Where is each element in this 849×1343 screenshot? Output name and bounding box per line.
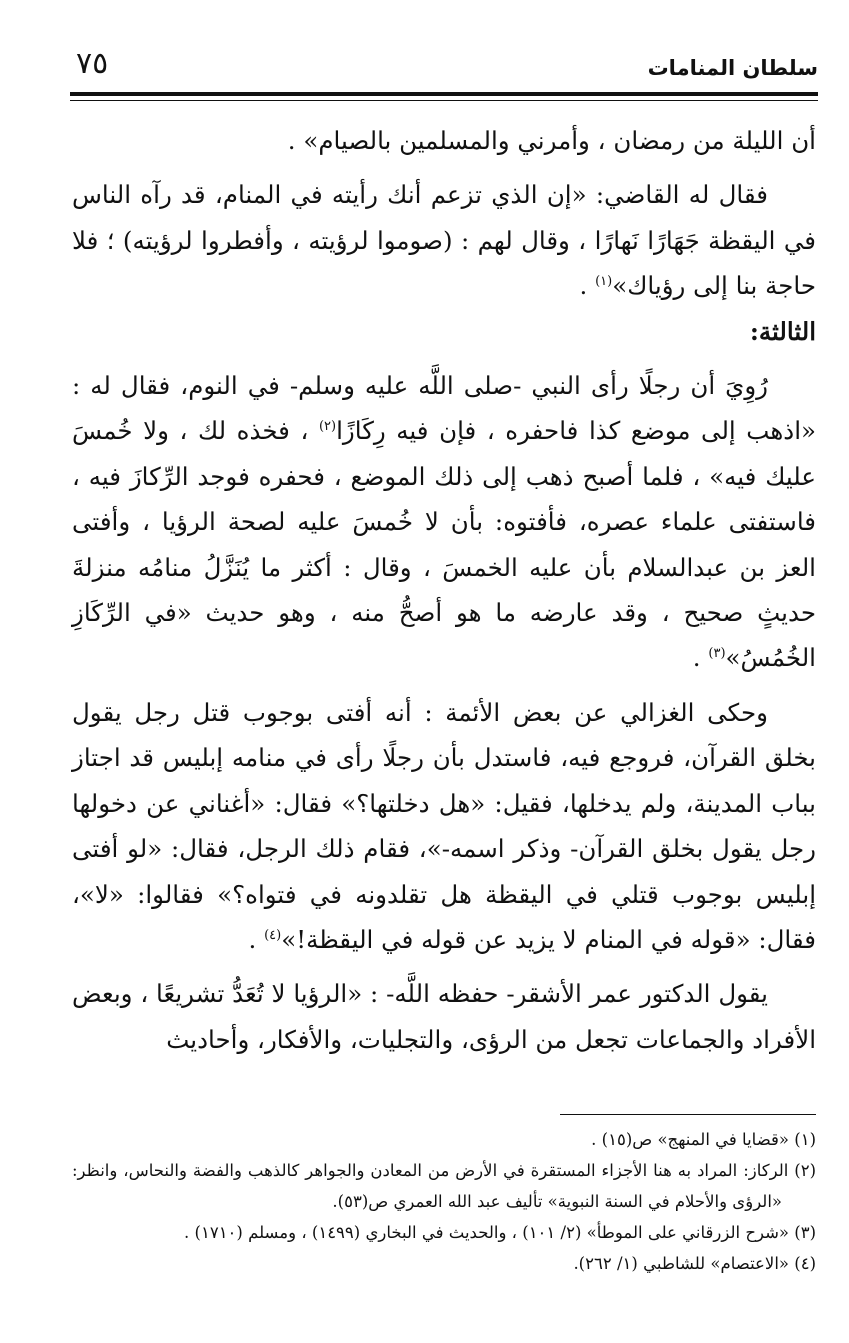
footnote-ref-4: (٤) xyxy=(264,927,282,943)
footnote-4: (٤) «الاعتصام» للشاطبي (١/ ٢٦٢). xyxy=(573,1254,816,1273)
section-heading: الثالثة: xyxy=(749,316,816,346)
header-rule-thick xyxy=(70,92,818,96)
body-text xyxy=(72,118,816,1062)
footnote-ref-1: (١) xyxy=(595,274,613,290)
paragraph-2: فقال له القاضي: «إن الذي تزعم أنك رأيته في المنام، قد رآه الناس في اليقظة جَهَارًا نَهارًا ، وقال لهم : (صوموا لرؤيته ، وأفطروا لرؤيته) ؛ فلا حاجة بنا إلى رؤياك»$^{(١)}$ . xyxy=(72,180,816,301)
paragraph-5: يقول الدكتور عمر الأشقر- حفظه اللَّه- : «الرؤيا لا تُعَدُّ تشريعًا ، وبعض الأفراد والجماعات تجعل من الرؤى، والتجليات، والأفكار، وأحاديث xyxy=(72,979,816,1054)
footnote-ref-2: (٢) xyxy=(318,419,337,435)
paragraph-1: أن الليلة من رمضان ، وأمرني والمسلمين بالصيام» . xyxy=(287,126,816,155)
page-number: ٧٥ xyxy=(76,46,109,81)
footnotes xyxy=(72,1124,816,1279)
footnote-separator xyxy=(560,1114,816,1115)
running-title: سلطان المنامات xyxy=(647,56,818,80)
header-rule-thin xyxy=(70,100,818,101)
paragraph-4: وحكى الغزالي عن بعض الأئمة : أنه أفتى بوجوب قتل رجل يقول بخلق القرآن، فروجع فيه، فاستدل بأن رجلًا رأى في منامه إبليس قد اجتاز بباب المدينة، ولم يدخلها، فقيل: «هل دخلتها؟» فقال: «أغناني عن دخولها رجل يقول بخلق القرآن- وذكر اسمه-»، فقام ذلك الرجل، فقال: «لو أفتى إبليس بوجوب قتلي في اليقظة هل تقلدونه في فتواه؟» فقالوا: «لا»، فقال: «قوله في المنام لا يزيد عن قوله في اليقظة!»$^{(٤)}$ . xyxy=(72,697,816,954)
footnote-1: (١) «قضايا في المنهج» ص(١٥) . xyxy=(591,1130,816,1149)
footnote-3: (٣) «شرح الزرقاني على الموطأ» (٢/ ١٠١) ، والحديث في البخاري (١٤٩٩) ، ومسلم (١٧١٠) . xyxy=(184,1223,816,1242)
page-header xyxy=(70,46,818,92)
paragraph-3: رُوِيَ أن رجلًا رأى النبي -صلى اللَّه عليه وسلم- في النوم، فقال له : «اذهب إلى موضع كذا فاحفره ، فإن فيه رِكَازًا$^{(٢)}$ ، فخذه لك ، ولا خُمسَ عليك فيه» ، فلما أصبح ذهب إلى ذلك الموضع ، فحفره فوجد الرِّكازَ فيه ، فاستفتى علماء عصره، فأفتوه: بأن لا خُمسَ عليه لصحة الرؤيا ، وأفتى العز بن عبدالسلام بأن عليه الخمسَ ، وقال : أكثر ما يُنَزَّلُ منامُه منزلةَ حديثٍ صحيح ، وقد عارضه ما هو أصحُّ منه ، وهو حديث «في الرِّكَازِ الخُمُسُ»$^{(٣)}$ . xyxy=(72,371,816,673)
footnote-ref-3: (٣) xyxy=(708,646,726,662)
footnote-2: (٢) الركاز: المراد به هنا الأجزاء المستقرة في الأرض من المعادن والجواهر كالذهب والفضة والنحاس، وانظر: «الرؤى والأحلام في السنة النبوية» تأليف عبد الله العمري ص(٥٣). xyxy=(72,1161,816,1211)
